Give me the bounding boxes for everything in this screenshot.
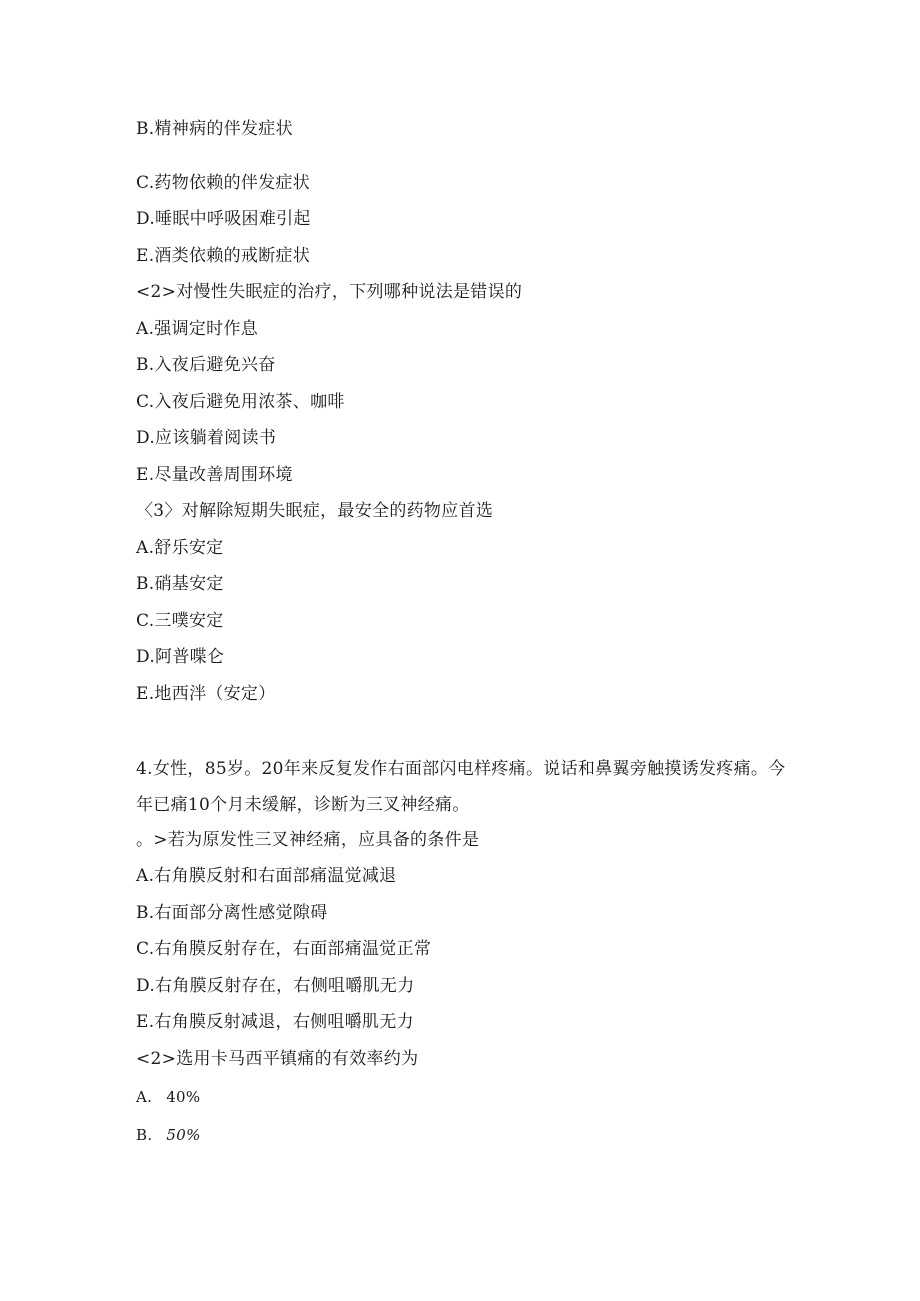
option-value: 40% <box>166 1088 201 1106</box>
q4-option-a: A.右角膜反射和右面部痛温觉减退 <box>136 866 397 886</box>
option-b-q3: B.硝基安定 <box>136 574 224 594</box>
q4-sub-question-1: 。>若为原发性三叉神经痛，应具备的条件是 <box>136 830 480 850</box>
option-letter: B. <box>136 1126 153 1144</box>
option-c-q2: C.入夜后避免用浓茶、咖啡 <box>136 392 345 412</box>
option-b-q2: B.入夜后避免兴奋 <box>136 355 276 375</box>
sub-question-3: 〈3〉对解除短期失眠症，最安全的药物应首选 <box>136 501 494 521</box>
option-d-q1: D.唾眠中呼吸困难引起 <box>136 209 311 229</box>
sub-question-2: <2>对慢性失眠症的治疗，下列哪种说法是错误的 <box>136 282 523 302</box>
q4-sub-question-2: <2>选用卡马西平镇痛的有效率约为 <box>136 1049 419 1069</box>
q4-option-d: D.右角膜反射存在，右侧咀嚼肌无力 <box>136 976 415 996</box>
option-d-q2: D.应该躺着阅读书 <box>136 428 277 448</box>
option-c-q3: C.三噗安定 <box>136 611 224 631</box>
option-e-q3: E.地西泮（安定） <box>136 684 276 704</box>
question-4-stem: 4.女性，85岁。20年来反复发作右面部闪电样疼痛。说话和鼻翼旁触摸诱发疼痛。今年已痛10个月未缓解，诊断为三叉神经痛。 <box>136 759 786 815</box>
q4-sub2-option-b <box>136 1124 201 1146</box>
option-e-q2: E.尽量改善周围环境 <box>136 465 293 485</box>
option-b-q1: B.精神病的伴发症状 <box>136 119 293 139</box>
option-letter: A. <box>136 1088 153 1106</box>
option-c-q1: C.药物依赖的伴发症状 <box>136 173 311 193</box>
q4-option-e: E.右角膜反射减退，右侧咀嚼肌无力 <box>136 1012 414 1032</box>
option-a-q3: A.舒乐安定 <box>136 538 224 558</box>
q4-option-c: C.右角膜反射存在，右面部痛温觉正常 <box>136 939 432 959</box>
option-e-q1: E.酒类依赖的戒断症状 <box>136 246 311 266</box>
q4-sub2-option-a <box>136 1086 200 1108</box>
option-a-q2: A.强调定时作息 <box>136 319 259 339</box>
q4-option-b: B.右面部分离性感觉隙碍 <box>136 903 328 923</box>
option-d-q3: D.阿普喋仑 <box>136 647 225 667</box>
option-value: 50% <box>166 1126 201 1144</box>
